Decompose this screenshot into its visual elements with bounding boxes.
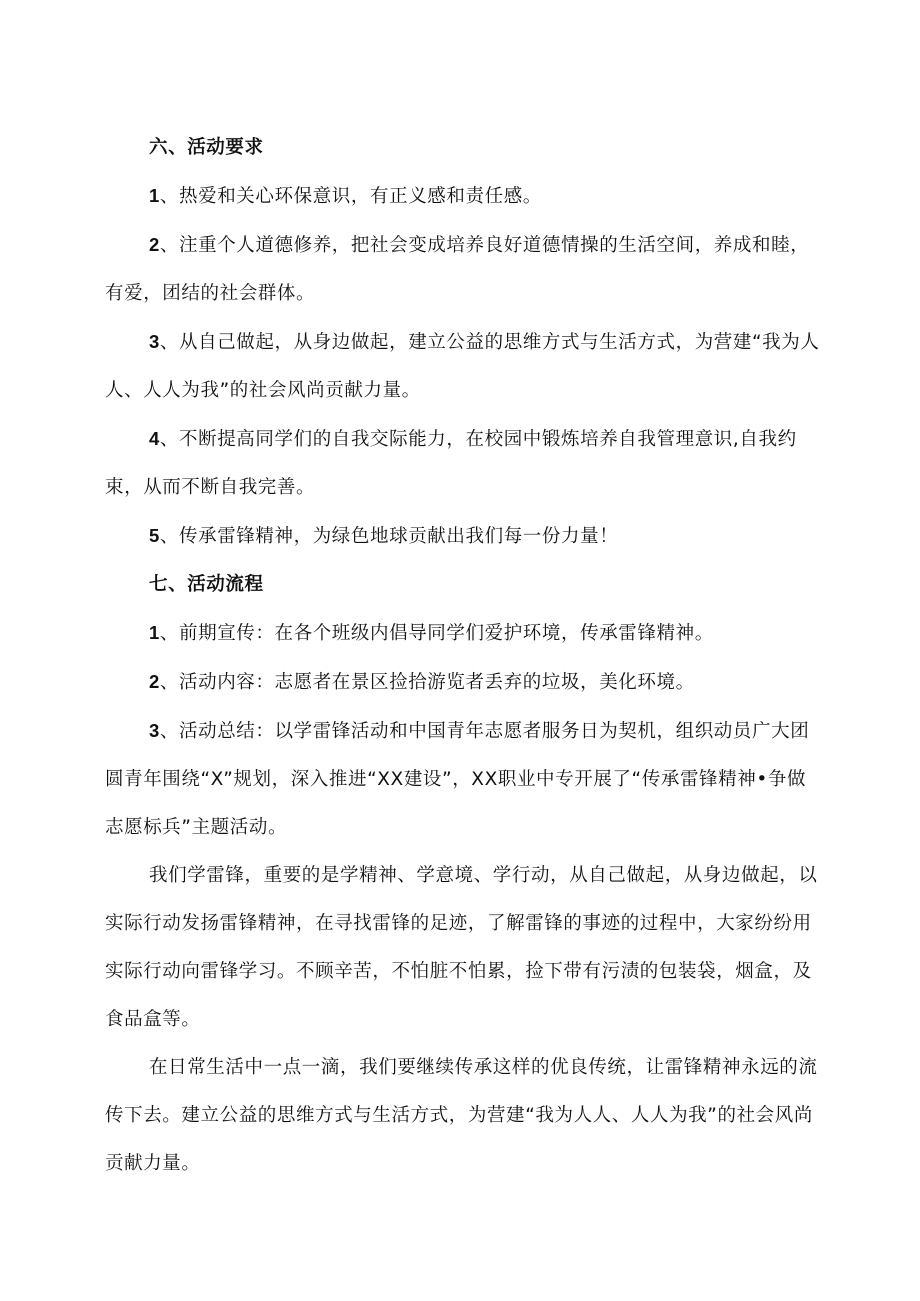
- section-6-heading: 六、活动要求: [149, 137, 264, 158]
- requirement-item-3: 3、从自己做起，从身边做起，建立公益的思维方式与生活方式，为营建“我为人人、人人为我”的社会风尚贡献力量。: [105, 331, 820, 401]
- requirement-item-5: 5、传承雷锋精神，为绿色地球贡献出我们每一份力量！: [149, 525, 619, 547]
- process-item-3: 3、活动总结：以学雷锋活动和中国青年志愿者服务日为契机，组织动员广大团圆青年围绕“X”规划，深入推进“XX建设”，XX职业中专开展了“传承雷锋精神•争做志愿标兵”主题活动。: [105, 720, 810, 838]
- requirement-item-2: 2、注重个人道德修养，把社会变成培养良好道德情操的生活空间，养成和睦，有爱，团结的社会群体。: [105, 234, 810, 304]
- requirement-item-1: 1、热爱和关心环保意识，有正义感和责任感。: [149, 185, 542, 207]
- section-7-heading: 七、活动流程: [149, 574, 264, 595]
- body-paragraph-1: 我们学雷锋，重要的是学精神、学意境、学行动，从自己做起，从身边做起，以实际行动发扬雷锋精神，在寻找雷锋的足迹，了解雷锋的事迹的过程中，大家纷纷用实际行动向雷锋学习。不顾辛苦，不怕脏不怕累，捡下带有污渍的包装袋，烟盒，及食品盒等。: [105, 865, 818, 1030]
- process-item-1: 1、前期宣传：在各个班级内倡导同学们爱护环境，传承雷锋精神。: [149, 622, 714, 644]
- body-paragraph-2: 在日常生活中一点一滴，我们要继续传承这样的优良传统，让雷锋精神永远的流传下去。建立公益的思维方式与生活方式，为营建“我为人人、人人为我”的社会风尚贡献力量。: [105, 1057, 818, 1174]
- requirement-item-4: 4、不断提高同学们的自我交际能力，在校园中锻炼培养自我管理意识,自我约束，从而不断自我完善。: [105, 428, 797, 498]
- process-item-2: 2、活动内容：志愿者在景区捡拾游览者丢弃的垃圾，美化环境。: [149, 671, 695, 693]
- document-page: [105, 124, 820, 1188]
